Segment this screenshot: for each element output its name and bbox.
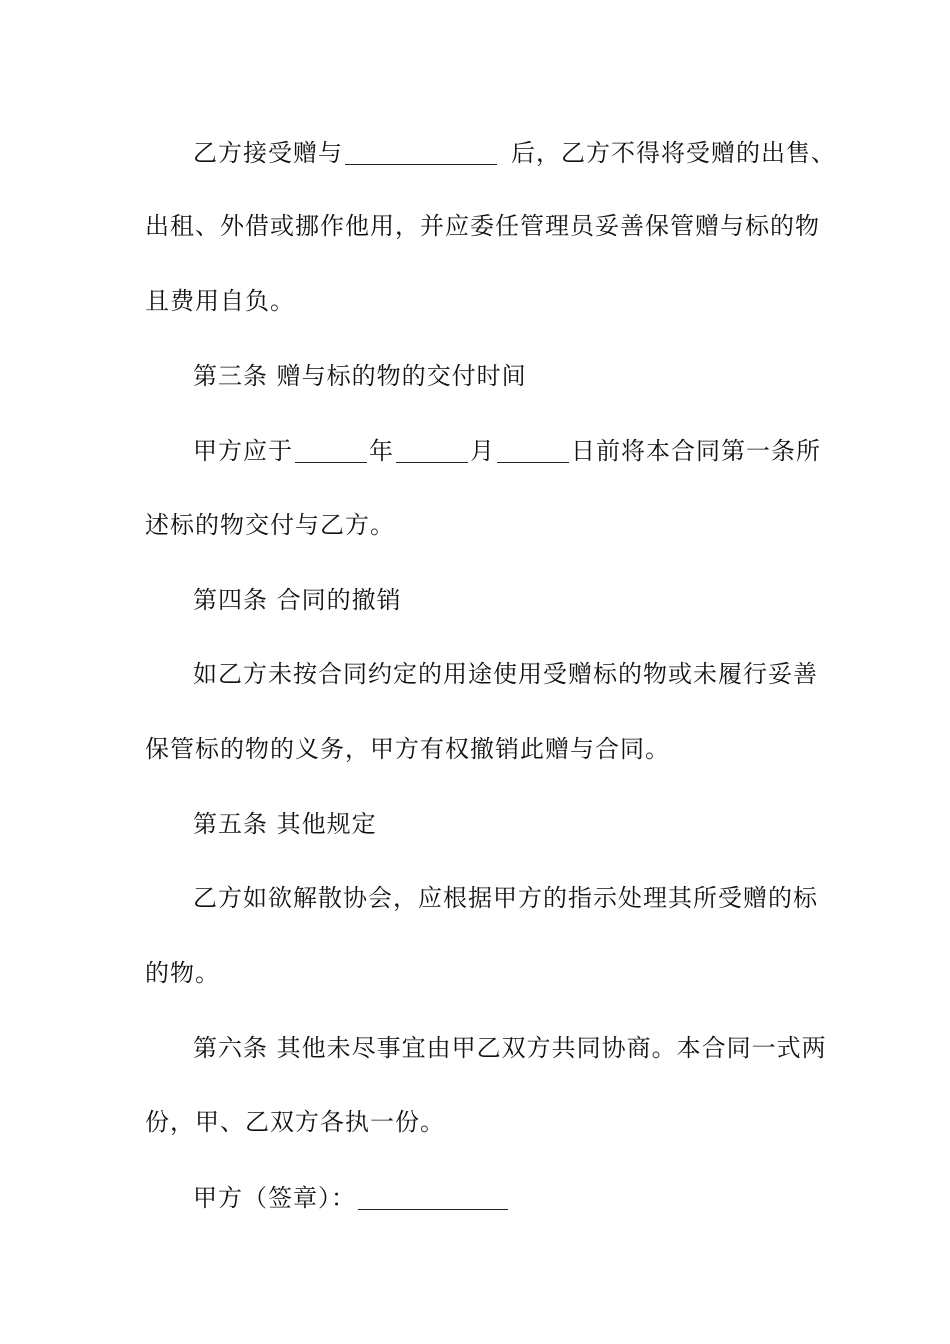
signature-blank[interactable] [358, 1185, 508, 1210]
paragraph-line-6: 述标的物交付与乙方。 [145, 511, 395, 539]
signature-label: 甲方（签章）： [193, 1184, 356, 1212]
text: 日前将本合同第一条所 [571, 437, 821, 465]
paragraph-line-12: 的物。 [145, 959, 220, 987]
text: 后，乙方不得将受赠的出售、 [511, 139, 836, 167]
article-heading-5: 第五条 其他规定 [193, 810, 377, 838]
article-heading-3: 第三条 赠与标的物的交付时间 [193, 362, 527, 390]
day-blank[interactable] [497, 438, 569, 463]
fill-in-blank[interactable] [345, 140, 497, 165]
paragraph-line-11: 乙方如欲解散协会，应根据甲方的指示处理其所受赠的标 [193, 884, 818, 912]
paragraph-line-8: 如乙方未按合同约定的用途使用受赠标的物或未履行妥善 [193, 660, 818, 688]
text: 月 [470, 437, 495, 465]
text: 乙方接受赠与 [193, 139, 343, 167]
article-heading-6: 第六条 其他未尽事宜由甲乙双方共同协商。本合同一式两 [193, 1034, 827, 1062]
signature-line-party-a [193, 1181, 510, 1214]
paragraph-line-9: 保管标的物的义务，甲方有权撤销此赠与合同。 [145, 735, 670, 763]
text: 甲方应于 [193, 437, 293, 465]
paragraph-line-2: 出租、外借或挪作他用，并应委任管理员妥善保管赠与标的物 [145, 212, 820, 240]
text: 年 [369, 437, 394, 465]
month-blank[interactable] [396, 438, 468, 463]
paragraph-line-1 [193, 136, 836, 169]
paragraph-line-3: 且费用自负。 [145, 287, 295, 315]
paragraph-line-5 [193, 434, 821, 467]
year-blank[interactable] [295, 438, 367, 463]
paragraph-line-14: 份，甲、乙双方各执一份。 [145, 1108, 445, 1136]
article-heading-4: 第四条 合同的撤销 [193, 586, 402, 614]
